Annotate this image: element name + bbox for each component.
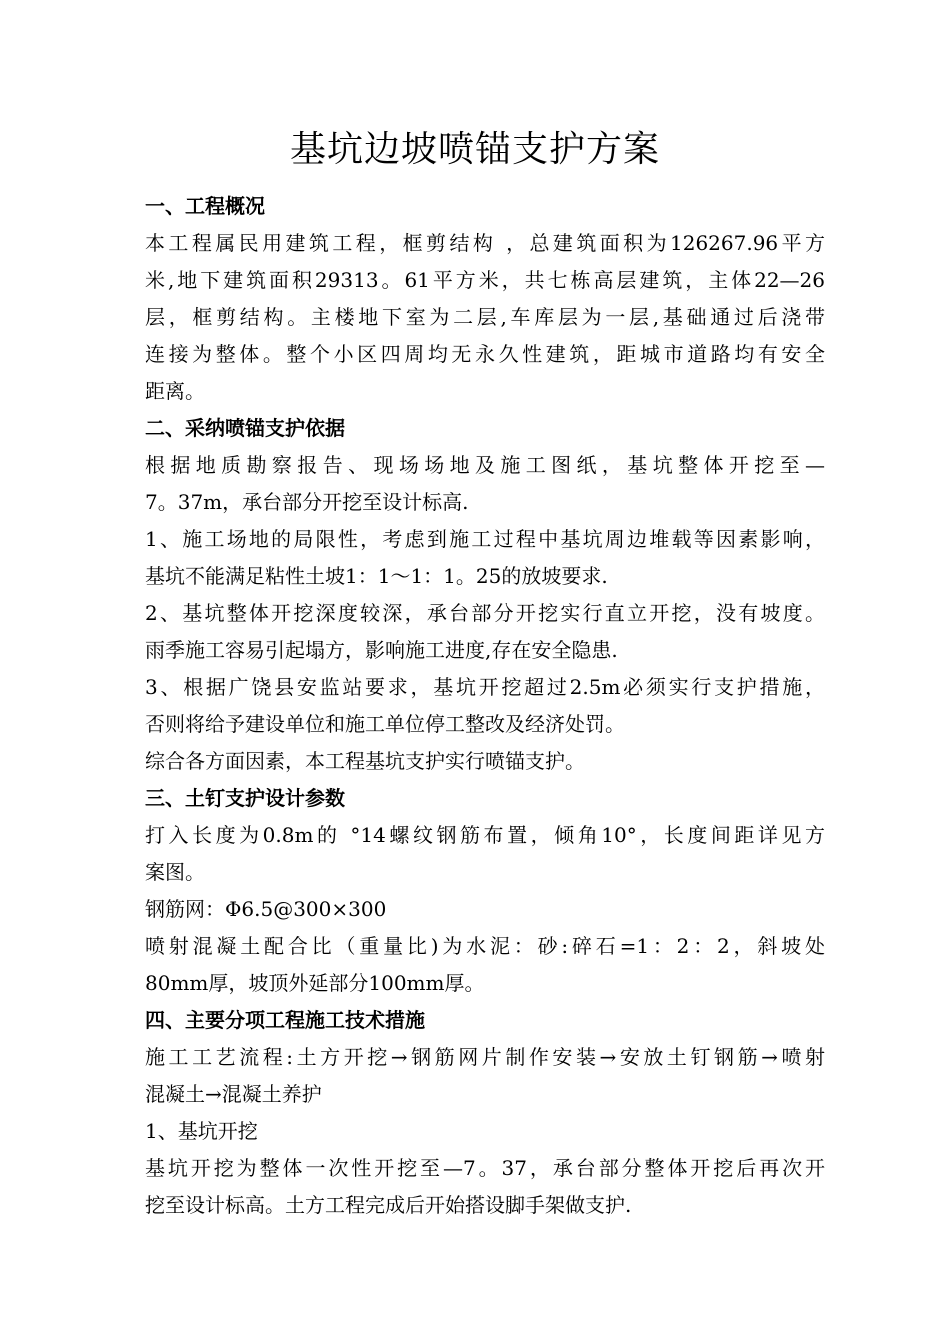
paragraph (145, 743, 825, 780)
section-heading-design-parameters: 三、土钉支护设计参数 (145, 786, 345, 810)
text-line: 连接为整体。整个小区四周均无永久性建筑，距城市道路均有安全 (145, 342, 825, 366)
paragraph (145, 595, 825, 669)
text-line: 案图。 (145, 860, 205, 884)
paragraph (145, 928, 825, 1002)
document-body (145, 188, 825, 1224)
text-line: 根据地质勘察报告、现场场地及施工图纸，基坑整体开挖至— (145, 453, 825, 477)
paragraph (145, 669, 825, 743)
paragraph (145, 521, 825, 595)
text-line: 钢筋网：Φ6.5@300×300 (145, 897, 387, 921)
text-line: 80mm厚，坡顶外延部分100mm厚。 (145, 971, 485, 995)
text-line: 2、基坑整体开挖深度较深，承台部分开挖实行直立开挖，没有坡度。 (145, 601, 825, 625)
text-line: 本工程属民用建筑工程，框剪结构 ，总建筑面积为126267.96平方 (145, 231, 825, 255)
paragraph (145, 1150, 825, 1224)
paragraph (145, 225, 825, 410)
text-line: 施工工艺流程:土方开挖→钢筋网片制作安装→安放土钉钢筋→喷射 (145, 1045, 825, 1069)
text-line: 米,地下建筑面积29313。61平方米，共七栋高层建筑，主体22—26 (145, 268, 825, 292)
text-line: 混凝土→混凝土养护 (145, 1082, 322, 1106)
text-line: 综合各方面因素，本工程基坑支护实行喷锚支护。 (145, 749, 585, 773)
text-line: 3、根据广饶县安监站要求，基坑开挖超过2.5m必须实行支护措施， (145, 675, 825, 699)
paragraph (145, 891, 825, 928)
text-line: 打入长度为0.8m的 °14螺纹钢筋布置，倾角10°，长度间距详见方 (145, 823, 825, 847)
text-line: 层，框剪结构。主楼地下室为二层,车库层为一层,基础通过后浇带 (145, 305, 825, 329)
text-line: 挖至设计标高。土方工程完成后开始搭设脚手架做支护. (145, 1193, 632, 1217)
paragraph (145, 1039, 825, 1113)
text-line: 喷射混凝土配合比（重量比)为水泥：砂:碎石=1：2：2，斜坡处 (145, 934, 825, 958)
text-line: 基坑开挖为整体一次性开挖至—7。37，承台部分整体开挖后再次开 (145, 1156, 825, 1180)
text-line: 雨季施工容易引起塌方，影响施工进度,存在安全隐患. (145, 638, 618, 662)
text-line: 1、基坑开挖 (145, 1119, 258, 1143)
text-line: 距离。 (145, 379, 205, 403)
paragraph (145, 817, 825, 891)
text-line: 基坑不能满足粘性土坡1：1～1：1。25的放坡要求. (145, 564, 608, 588)
section-heading-basis: 二、采纳喷锚支护依据 (145, 416, 345, 440)
text-line: 1、施工场地的局限性，考虑到施工过程中基坑周边堆载等因素影响， (145, 527, 825, 551)
section-heading-overview: 一、工程概况 (145, 194, 265, 218)
paragraph (145, 1113, 825, 1150)
text-line: 7。37m，承台部分开挖至设计标高. (145, 490, 469, 514)
section-heading-construction-measures: 四、主要分项工程施工技术措施 (145, 1008, 425, 1032)
paragraph (145, 447, 825, 521)
document-title: 基坑边坡喷锚支护方案 (289, 129, 660, 170)
text-line: 否则将给予建设单位和施工单位停工整改及经济处罚。 (145, 712, 625, 736)
